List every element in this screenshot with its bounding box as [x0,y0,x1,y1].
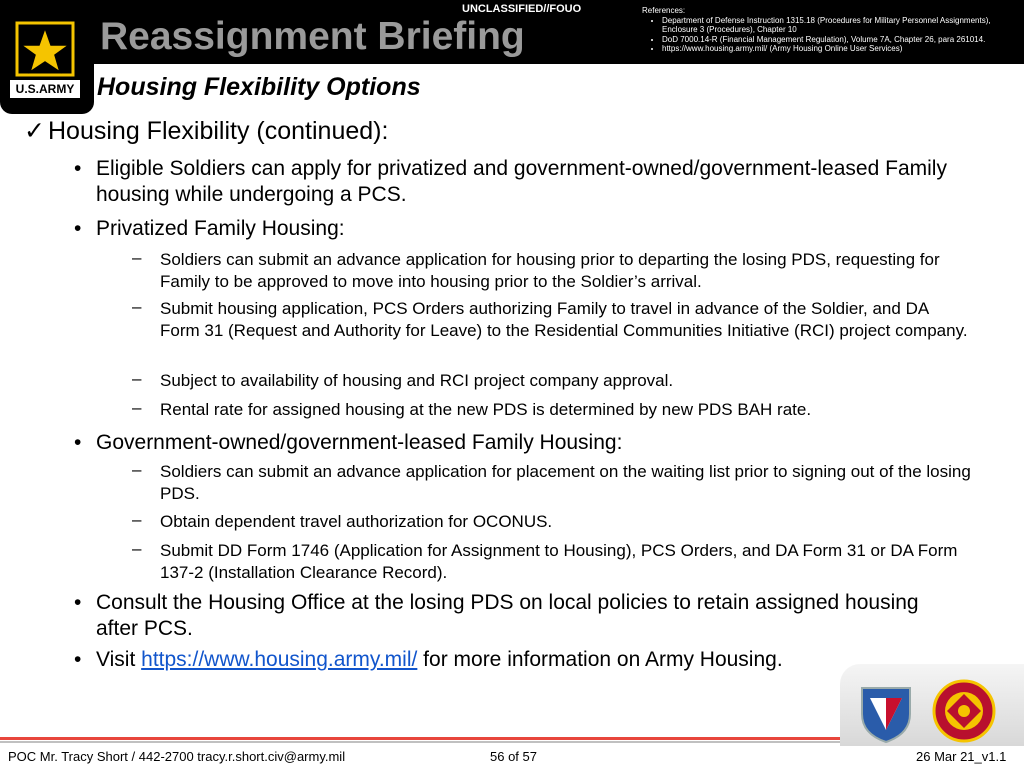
bullet-icon: • [74,591,82,614]
visit-suffix: for more information on Army Housing. [417,648,783,671]
classification-label: UNCLASSIFIED//FOUO [462,3,582,15]
page-title: Reassignment Briefing [100,15,525,58]
unit-insignia-area [840,664,1024,746]
heading-text: Housing Flexibility (continued): [48,117,389,145]
crest-icon [930,678,998,744]
dash-icon: – [132,460,142,479]
dash-icon: – [132,297,142,316]
army-logo [0,0,94,114]
bullet-icon: • [74,157,82,180]
section-heading [24,116,388,146]
reference-item: • DoD 7000.14-R (Financial Management Regulation), Volume 7A, Chapter 26, para 261014. [662,35,1018,45]
visit-prefix: Visit [96,648,142,671]
logo-text: U.S.ARMY [10,80,80,98]
star-icon [14,20,76,78]
footer-rule-shadow [0,741,840,743]
dash-icon: – [132,510,142,529]
bullet-icon: • [74,648,82,671]
references-block [642,6,1018,54]
dash-icon: – [132,398,142,417]
reference-item: • https://www.housing.army.mil/ (Army Housing Online User Services) [662,44,1018,54]
reference-item: • Department of Defense Instruction 1315.18 (Procedures for Military Personnel Assignments), Enclosure 3 (Procedures), Chapter 10 [662,16,1018,35]
shield-icon [858,684,914,744]
bullet-icon: • [74,431,82,454]
dash-icon: – [132,369,142,388]
version-label: 26 Mar 21_v1.1 [916,749,1007,764]
footer-rule [0,737,840,740]
footer-poc: POC Mr. Tracy Short / 442-2700 tracy.r.short.civ@army.mil [8,749,346,764]
page-number: 56 of 57 [490,749,537,764]
housing-link[interactable]: https://www.housing.army.mil/ [141,648,418,671]
dash-icon: – [132,539,142,558]
references-label: References: [642,6,686,15]
check-icon: ✓ [24,117,45,145]
slide-subtitle: Housing Flexibility Options [97,73,421,101]
dash-icon: – [132,248,142,267]
bullet-icon: • [74,217,82,240]
